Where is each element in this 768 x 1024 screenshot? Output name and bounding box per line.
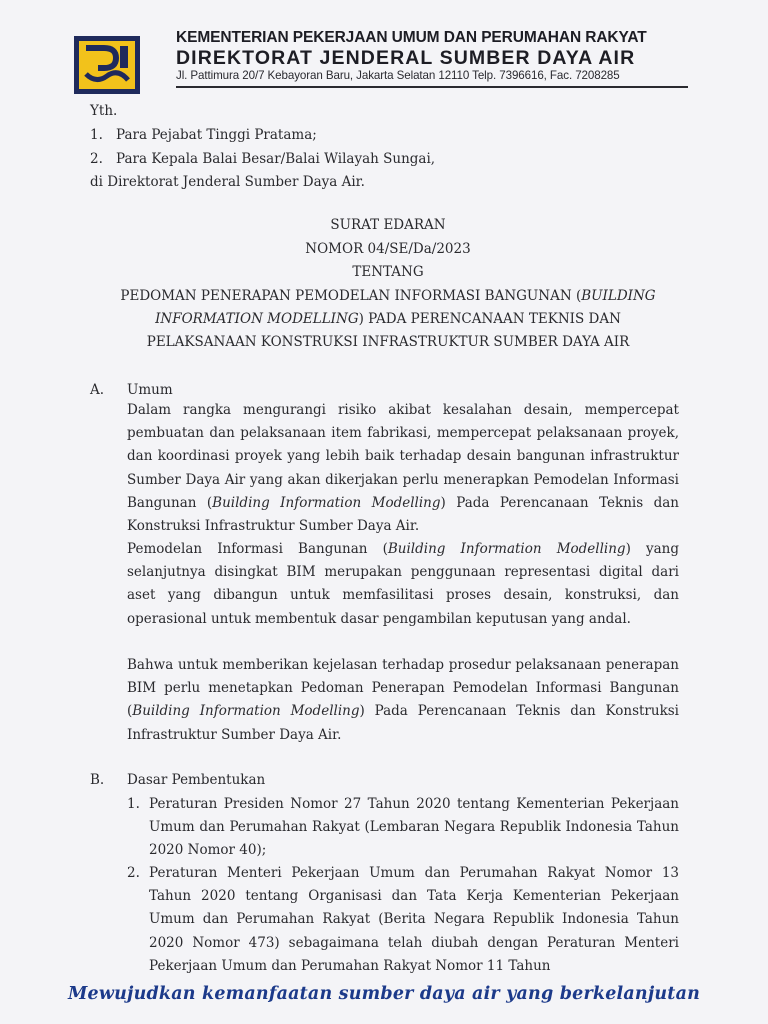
letterhead-divider bbox=[176, 86, 688, 88]
addressee-location: di Direktorat Jenderal Sumber Daya Air. bbox=[90, 174, 365, 190]
addressee-item: 1. Para Pejabat Tinggi Pratama; bbox=[90, 127, 317, 143]
section-b-letter: B. bbox=[90, 772, 105, 788]
section-a-heading: Umum bbox=[127, 382, 173, 398]
ministry-name: KEMENTERIAN PEKERJAAN UMUM DAN PERUMAHAN RAKYAT bbox=[176, 29, 647, 46]
document-subject-line-3: PELAKSANAAN KONSTRUKSI INFRASTRUKTUR SUMBER DAYA AIR bbox=[146, 334, 630, 350]
greeting: Yth. bbox=[90, 103, 118, 119]
list-item: 2. Peraturan Menteri Pekerjaan Umum dan Perumahan Rakyat Nomor 13 Tahun 2020 tentang Organisasi dan Tata Kerja Kementerian Pekerjaan Umum dan Perumahan Rakyat (Berita Negara Republik Indonesia Tahun 2020 Nomor 473) sebagaimana telah diubah dengan Peraturan Menteri Pekerjaan Umum dan Perumahan Rakyat Nomor 11 Tahun bbox=[127, 865, 679, 974]
section-a-paragraph-2: Pemodelan Informasi Bangunan (Building Information Modelling) yang selanjutnya disingkat BIM merupakan penggunaan representasi digital dari aset yang dibangun untuk memfasilitasi proses desain, konstruksi, dan operasional untuk membentuk dasar pengambilan keputusan yang andal. bbox=[127, 541, 679, 627]
directorate-name: DIREKTORAT JENDERAL SUMBER DAYA AIR bbox=[176, 47, 636, 69]
footer-motto: Mewujudkan kemanfaatan sumber daya air yang berkelanjutan bbox=[67, 984, 701, 1004]
list-item: 1. Peraturan Presiden Nomor 27 Tahun 2020 tentang Kementerian Pekerjaan Umum dan Perumahan Rakyat (Lembaran Negara Republik Indonesia Tahun 2020 Nomor 40); bbox=[127, 796, 679, 859]
document-number: NOMOR 04/SE/Da/2023 bbox=[305, 241, 471, 257]
document-subject-line-2: INFORMATION MODELLING) PADA PERENCANAAN TEKNIS DAN bbox=[155, 311, 621, 327]
section-a-paragraph-3: Bahwa untuk memberikan kejelasan terhadap prosedur pelaksanaan penerapan BIM perlu menetapkan Pedoman Penerapan Pemodelan Informasi Bangunan (Building Information Modelling) Pada Perencanaan Teknis dan Konstruksi Infrastruktur Sumber Daya Air. bbox=[127, 657, 679, 743]
section-a-paragraph-1: Dalam rangka mengurangi risiko akibat kesalahan desain, mempercepat pembuatan dan pelaksanaan item fabrikasi, mempercepat pelaksanaan proyek, dan koordinasi proyek yang lebih baik terhadap desain bangunan infrastruktur Sumber Daya Air yang akan dikerjakan perlu menerapkan Pemodelan Informasi Bangunan (Building Information Modelling) Pada Perencanaan Teknis dan Konstruksi Infrastruktur Sumber Daya Air. bbox=[127, 402, 679, 535]
section-b-heading: Dasar Pembentukan bbox=[127, 772, 266, 788]
document-subject-line-1: PEDOMAN PENERAPAN PEMODELAN INFORMASI BANGUNAN (BUILDING bbox=[120, 288, 656, 304]
document-about: TENTANG bbox=[352, 264, 424, 280]
letterhead-address: Jl. Pattimura 20/7 Kebayoran Baru, Jakarta Selatan 12110 Telp. 7396616, Fac. 7208285 bbox=[176, 69, 620, 82]
section-a-letter: A. bbox=[90, 382, 105, 398]
pupr-logo-icon bbox=[74, 36, 140, 94]
document-type: SURAT EDARAN bbox=[330, 217, 446, 233]
addressee-item: 2. Para Kepala Balai Besar/Balai Wilayah Sungai, bbox=[90, 151, 436, 167]
